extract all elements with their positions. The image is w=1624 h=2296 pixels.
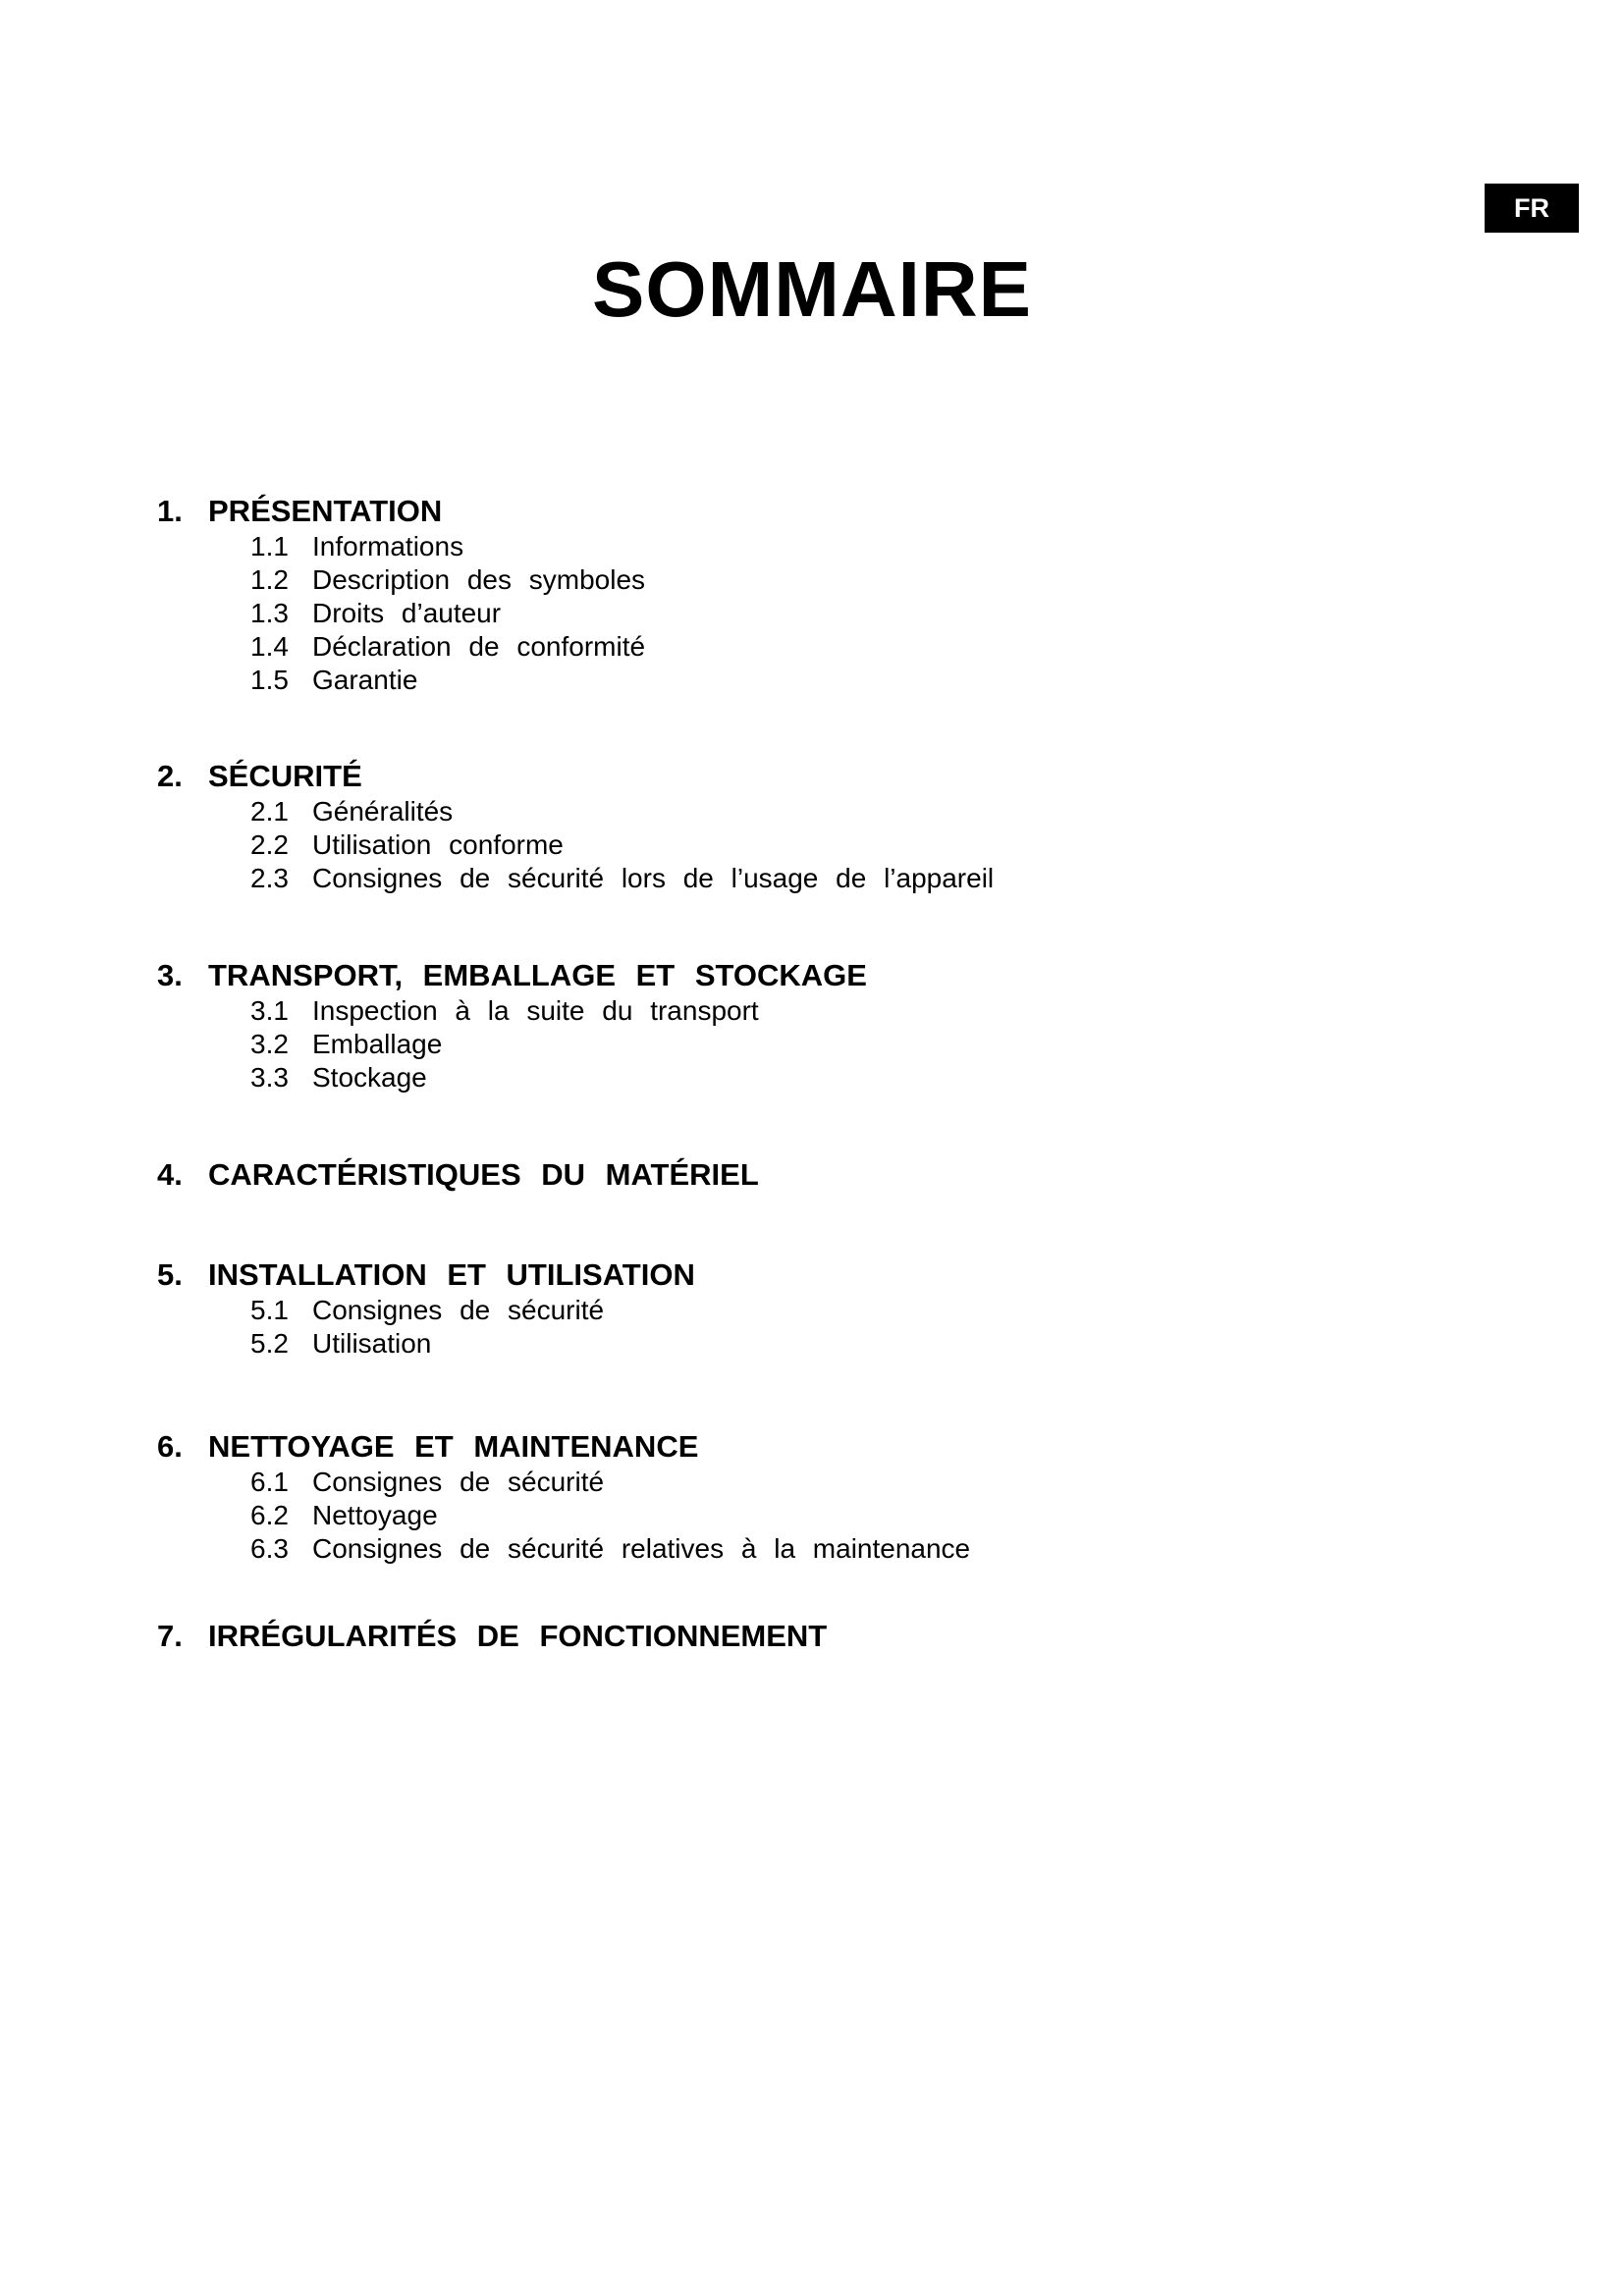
section-title: TRANSPORT, EMBALLAGE ET STOCKAGE xyxy=(208,958,867,992)
toc-subsection-list xyxy=(157,795,994,895)
section-number: 1. xyxy=(157,494,183,528)
toc-section-heading[interactable] xyxy=(157,1618,827,1655)
toc-section-3 xyxy=(157,957,867,1095)
subsection-label: Inspection à la suite du transport xyxy=(312,995,759,1026)
subsection-number: 6.2 xyxy=(250,1500,289,1530)
subsection-number: 3.3 xyxy=(250,1062,289,1093)
section-number: 2. xyxy=(157,759,183,793)
toc-subsection-item[interactable] xyxy=(250,1294,695,1327)
toc-subsection-item[interactable] xyxy=(250,630,645,664)
subsection-number: 2.1 xyxy=(250,796,289,827)
toc-section-heading[interactable] xyxy=(157,1256,695,1294)
toc-section-7 xyxy=(157,1618,827,1655)
section-number: 3. xyxy=(157,958,183,992)
subsection-label: Utilisation xyxy=(312,1328,432,1359)
subsection-number: 3.1 xyxy=(250,995,289,1026)
toc-subsection-item[interactable] xyxy=(250,862,994,895)
subsection-number: 6.3 xyxy=(250,1533,289,1564)
subsection-number: 1.5 xyxy=(250,665,289,695)
subsection-label: Droits d’auteur xyxy=(312,598,502,628)
language-badge: FR xyxy=(1485,184,1579,233)
toc-section-heading[interactable] xyxy=(157,1428,970,1466)
toc-subsection-item[interactable] xyxy=(250,828,994,862)
section-number: 7. xyxy=(157,1619,183,1653)
section-title: NETTOYAGE ET MAINTENANCE xyxy=(208,1429,699,1464)
subsection-number: 1.4 xyxy=(250,631,289,662)
subsection-number: 1.2 xyxy=(250,564,289,595)
subsection-label: Consignes de sécurité lors de l’usage de l’appareil xyxy=(312,863,995,893)
subsection-label: Garantie xyxy=(312,665,418,695)
toc-subsection-item[interactable] xyxy=(250,1532,970,1566)
subsection-label: Consignes de sécurité xyxy=(312,1467,605,1497)
subsection-label: Consignes de sécurité relatives à la maintenance xyxy=(312,1533,971,1564)
toc-subsection-item[interactable] xyxy=(250,1327,695,1361)
section-number: 6. xyxy=(157,1429,183,1464)
toc-section-2 xyxy=(157,758,994,895)
toc-subsection-item[interactable] xyxy=(250,1499,970,1532)
toc-subsection-list xyxy=(157,994,867,1095)
subsection-label: Stockage xyxy=(312,1062,427,1093)
page-title: SOMMAIRE xyxy=(592,244,1032,333)
toc-subsection-list xyxy=(157,1294,695,1361)
toc-subsection-list xyxy=(157,530,645,697)
toc-section-6 xyxy=(157,1428,970,1566)
subsection-number: 5.2 xyxy=(250,1328,289,1359)
subsection-label: Déclaration de conformité xyxy=(312,631,646,662)
section-number: 5. xyxy=(157,1257,183,1292)
subsection-label: Informations xyxy=(312,531,464,561)
subsection-number: 2.3 xyxy=(250,863,289,893)
toc-subsection-item[interactable] xyxy=(250,1061,867,1095)
toc-subsection-list xyxy=(157,1466,970,1566)
toc-subsection-item[interactable] xyxy=(250,530,645,563)
subsection-number: 3.2 xyxy=(250,1029,289,1059)
subsection-label: Nettoyage xyxy=(312,1500,438,1530)
toc-subsection-item[interactable] xyxy=(250,1466,970,1499)
subsection-label: Emballage xyxy=(312,1029,443,1059)
subsection-number: 5.1 xyxy=(250,1295,289,1325)
toc-subsection-item[interactable] xyxy=(250,563,645,597)
section-title: IRRÉGULARITÉS DE FONCTIONNEMENT xyxy=(208,1619,828,1653)
subsection-label: Consignes de sécurité xyxy=(312,1295,605,1325)
section-title: INSTALLATION ET UTILISATION xyxy=(208,1257,695,1292)
subsection-label: Description des symboles xyxy=(312,564,646,595)
toc-section-heading[interactable] xyxy=(157,957,867,994)
subsection-number: 1.3 xyxy=(250,598,289,628)
section-title: PRÉSENTATION xyxy=(208,494,443,528)
toc-section-4 xyxy=(157,1156,759,1194)
subsection-number: 2.2 xyxy=(250,829,289,860)
subsection-label: Utilisation conforme xyxy=(312,829,564,860)
section-title: CARACTÉRISTIQUES DU MATÉRIEL xyxy=(208,1157,759,1192)
toc-section-5 xyxy=(157,1256,695,1361)
subsection-number: 6.1 xyxy=(250,1467,289,1497)
toc-section-heading[interactable] xyxy=(157,493,645,530)
toc-subsection-item[interactable] xyxy=(250,994,867,1028)
section-title: SÉCURITÉ xyxy=(208,759,362,793)
toc-section-1 xyxy=(157,493,645,697)
toc-section-heading[interactable] xyxy=(157,758,994,795)
toc-subsection-item[interactable] xyxy=(250,795,994,828)
subsection-number: 1.1 xyxy=(250,531,289,561)
toc-section-heading[interactable] xyxy=(157,1156,759,1194)
toc-subsection-item[interactable] xyxy=(250,664,645,697)
toc-subsection-item[interactable] xyxy=(250,1028,867,1061)
subsection-label: Généralités xyxy=(312,796,454,827)
section-number: 4. xyxy=(157,1157,183,1192)
toc-subsection-item[interactable] xyxy=(250,597,645,630)
